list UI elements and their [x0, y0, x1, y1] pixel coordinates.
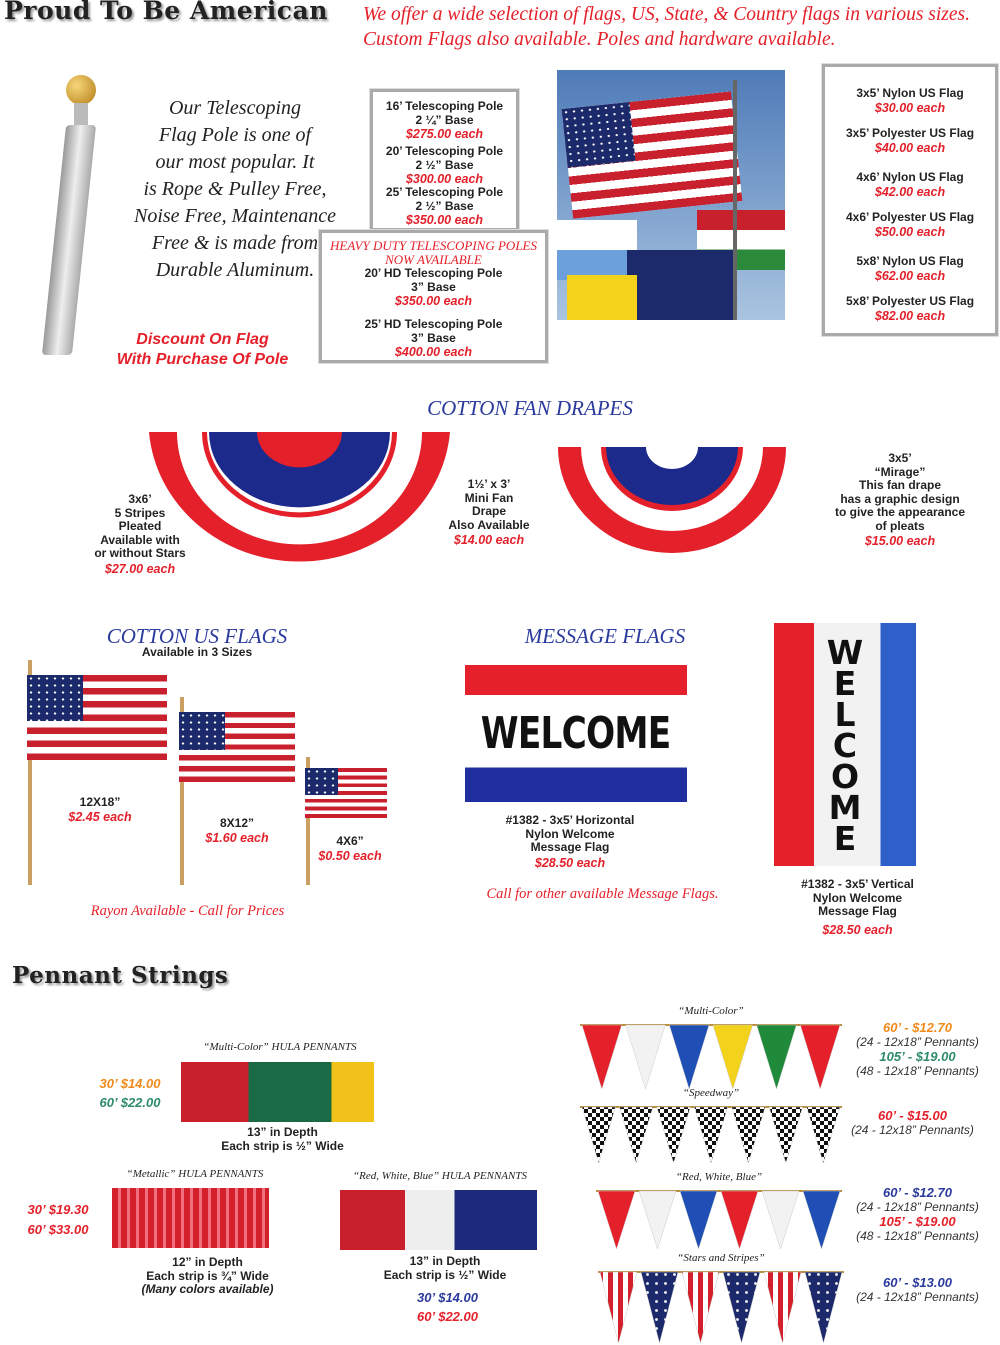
pole-item: 25’ Telescoping Pole 2 ½” Base $350.00 each [385, 185, 504, 227]
cotton-flags-heading: COTTON US FLAGS [106, 624, 288, 648]
pennant-flag [598, 1191, 635, 1249]
pennant-flag [639, 1191, 676, 1249]
pole-item: 25’ HD Telescoping Pole 3” Base $400.00 each [364, 317, 503, 359]
discount-note: Discount On Flag With Purchase Of Pole [116, 331, 289, 368]
hula-multi-prices: 30’ $14.00 60’ $22.00 [99, 1076, 161, 1110]
telescoping-pole-image [40, 75, 120, 360]
pennant-string-prices [845, 1020, 990, 1078]
pennant-flag [582, 1025, 622, 1089]
size-12x18: 12X18” $2.45 each [68, 795, 132, 824]
pennant-count: (24 - 12x18” Pennants) [856, 1035, 979, 1049]
pennant-count: (48 - 12x18” Pennants) [856, 1229, 979, 1243]
price: 60’ - $15.00 [878, 1108, 947, 1123]
pennant-flag [764, 1272, 801, 1343]
pennant-flag [723, 1272, 760, 1343]
pennant-flag [682, 1272, 719, 1343]
pennant-flag [800, 1025, 840, 1089]
price: 60’ - $13.00 [883, 1275, 952, 1290]
size-4x6: 4X6” $0.50 each [318, 834, 382, 863]
hd-poles-box: HEAVY DUTY TELESCOPING POLES NOW AVAILABLE 20’ HD Telescoping Pole 3” Base $350.00 each 25’ HD Telescoping Pole 3” Base $400.00 each [319, 230, 548, 363]
pennant-flag [713, 1025, 753, 1089]
pennants-heading: Pennant Strings [12, 962, 229, 989]
welcome-horizontal-flag: WELCOME [465, 665, 687, 802]
pennant-flag [807, 1107, 840, 1163]
message-flags-heading: MESSAGE FLAGS [524, 624, 686, 648]
us-flag-item: 3x5’ Polyester US Flag $40.00 each [845, 126, 975, 155]
mirage-drape-image [556, 445, 788, 555]
tagline: We offer a wide selection of flags, US, State, & Country flags in various sizes. Custom Flags also available. Poles and hardware available. [363, 4, 971, 50]
pennant-string-image [598, 1270, 844, 1345]
us-flag-item: 4x6’ Polyester US Flag $50.00 each [845, 210, 975, 239]
pennant-count: (24 - 12x18” Pennants) [856, 1200, 979, 1214]
pennant-flag [694, 1107, 727, 1163]
pennant-flag [805, 1272, 842, 1343]
us-flag-item: 5x8’ Polyester US Flag $82.00 each [845, 294, 975, 323]
pennant-flag [757, 1025, 797, 1089]
hula-metallic-image [112, 1188, 269, 1248]
pennant-flag [669, 1025, 709, 1089]
pennant-flag [641, 1272, 678, 1343]
price: 60’ - $12.70 [883, 1020, 952, 1035]
fan-drapes-heading: COTTON FAN DRAPES [427, 396, 633, 420]
pennant-count: (48 - 12x18” Pennants) [856, 1064, 979, 1078]
hula-rwb-image [340, 1190, 537, 1250]
mirage-drape-text: 3x5’ “Mirage” This fan drape has a graphic design to give the appearance of pleats $15.00 each [834, 451, 966, 548]
hula-multi-label: “Multi-Color” HULA PENNANTS [203, 1041, 357, 1053]
pennant-flag [582, 1107, 615, 1163]
pennant-string-label: “Multi-Color” [678, 1005, 744, 1017]
horizontal-flag-text: #1382 - 3x5’ Horizontal Nylon Welcome Message Flag $28.50 each [505, 813, 635, 870]
pennant-string-prices [845, 1185, 990, 1243]
pennant-string-label: “Speedway” [682, 1087, 740, 1099]
vertical-flag-text: #1382 - 3x5’ Vertical Nylon Welcome Message Flag $28.50 each [801, 877, 914, 937]
pennant-count: (24 - 12x18” Pennants) [856, 1290, 979, 1304]
pennant-flag [619, 1107, 652, 1163]
hula-rwb-prices: 30’ $14.00 60’ $22.00 [417, 1290, 478, 1324]
hula-metallic-prices: 30’ $19.30 60’ $33.00 [27, 1202, 89, 1237]
price: 105’ - $19.00 [879, 1214, 956, 1229]
pennant-string-image [596, 1189, 842, 1251]
hula-metallic-details: 12” in Depth Each strip is ¾” Wide (Many colors available) [141, 1255, 274, 1296]
pennant-flag [803, 1191, 840, 1249]
pennant-flag [680, 1191, 717, 1249]
us-flag-item: 3x5’ Nylon US Flag $30.00 each [856, 86, 964, 115]
hula-multi-image [181, 1062, 374, 1122]
hula-rwb-details: 13” in Depth Each strip is ½” Wide [383, 1254, 507, 1282]
hula-multi-details: 13” in Depth Each strip is ½” Wide [221, 1125, 344, 1153]
pennant-string-prices [840, 1108, 985, 1137]
pennant-string-image [580, 1105, 842, 1165]
pennant-count: (24 - 12x18” Pennants) [851, 1123, 974, 1137]
pennant-flag [657, 1107, 690, 1163]
flags-photo [557, 70, 785, 320]
pennant-string-label: “Red, White, Blue” [675, 1171, 763, 1183]
pennant-string-image [580, 1023, 842, 1091]
pennant-flag [769, 1107, 802, 1163]
drape-1-text: 3x6’ 5 Stripes Pleated Available with or without Stars $27.00 each [94, 492, 186, 576]
pole-item: 20’ HD Telescoping Pole 3” Base $350.00 each [364, 266, 503, 308]
hula-metallic-label: “Metallic” HULA PENNANTS [126, 1168, 264, 1180]
poles-price-box [370, 89, 519, 231]
mini-drape-text: 1½’ x 3’ Mini Fan Drape Also Available $14.00 each [448, 477, 530, 547]
rayon-note: Rayon Available - Call for Prices [90, 903, 285, 919]
price: 105’ - $19.00 [879, 1049, 956, 1064]
hula-rwb-label: “Red, White, Blue” HULA PENNANTS [353, 1170, 527, 1182]
pennant-flag [721, 1191, 758, 1249]
pole-item: 20’ Telescoping Pole 2 ½” Base $300.00 each [385, 144, 504, 186]
pole-item: 16’ Telescoping Pole 2 ¼” Base $275.00 each [385, 99, 504, 141]
page-title: Proud To Be American [4, 0, 328, 25]
pennant-string-label: “Stars and Stripes” [677, 1252, 765, 1264]
pennant-flag [762, 1191, 799, 1249]
price: 60’ - $12.70 [883, 1185, 952, 1200]
pole-description: Our Telescoping Flag Pole is one of our most popular. It is Rope & Pulley Free, Noise Free, Maintenance Free & is made from Durable Aluminum. [134, 97, 336, 281]
size-8x12: 8X12” $1.60 each [205, 816, 269, 845]
us-flag-item: 4x6’ Nylon US Flag $42.00 each [856, 170, 964, 199]
cotton-flags-subtitle: Available in 3 Sizes [141, 645, 253, 659]
welcome-vertical-flag: W E L C O M E [774, 623, 916, 866]
pennant-flag [600, 1272, 637, 1343]
message-flags-note: Call for other available Message Flags. [486, 886, 719, 902]
pennant-flag [732, 1107, 765, 1163]
us-flag-item: 5x8’ Nylon US Flag $62.00 each [856, 254, 964, 283]
us-flags-price-box [822, 64, 998, 336]
pennant-flag [626, 1025, 666, 1089]
pennant-string-prices [845, 1275, 990, 1304]
